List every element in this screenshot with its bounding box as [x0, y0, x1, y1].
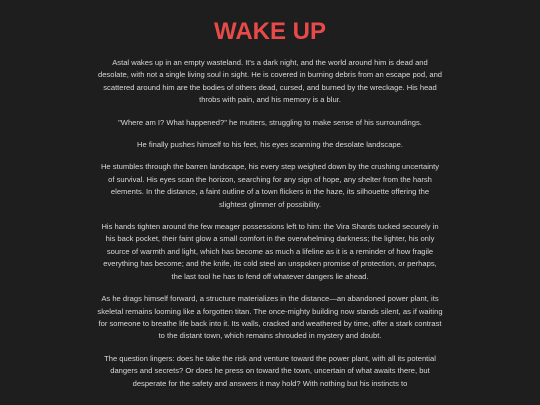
story-paragraph: "Where am I? What happened?" he mutters, struggling to make sense of his surroundings.: [118, 117, 422, 127]
story-paragraph: The question lingers: does he take the risk and venture toward the power plant, with all its potential dangers and secrets? Or does he press on toward the town, uncertain of what awaits there, but desperate for the safety and answers it may hold? With nothing but his instincts to: [104, 353, 436, 388]
page-title: WAKE UP: [213, 18, 326, 45]
story-paragraph: Astal wakes up in an empty wasteland. It's a dark night, and the world around him is dead and desolate, with not a single living soul in sight. He is covered in burning debris from an escape pod, and scattered around him are the bodies of others dead, cursed, and burned by the wreckage. His head throbs with pain, and his memory is a blur.: [97, 58, 443, 105]
story-paragraph: He stumbles through the barren landscape, his every step weighed down by the crushing uncertainty of survival. His eyes scan the horizon, searching for any sign of hope, any shelter from the harsh elements. In the distance, a faint outline of a town flickers in the haze, its silhouette offering the slightest glimmer of possibility.: [100, 162, 440, 209]
story-paragraph: As he drags himself forward, a structure materializes in the distance—an abandoned power plant, its skeletal remains looming like a forgotten titan. The once-mighty building now stands silent, as if waiting for someone to breathe life back into it. Its walls, cracked and weathered by time, offer a stark contrast to the distant town, which remains shrouded in mystery and doubt.: [97, 294, 443, 341]
story-paragraph: He finally pushes himself to his feet, his eyes scanning the desolate landscape.: [137, 140, 403, 150]
story-body: [97, 57, 443, 400]
story-paragraph: His hands tighten around the few meager possessions left to him: the Vira Shards tucked securely in his back pocket, their faint glow a small comfort in the overwhelming darkness; the lighter, his only source of warmth and light, which has become as much a lifeline as it is a reminder of how fragile everything has become; and the knife, its cold steel an unspoken promise of protection, or perhaps, the last tool he has to fend off whatever dangers lie ahead.: [101, 222, 439, 281]
